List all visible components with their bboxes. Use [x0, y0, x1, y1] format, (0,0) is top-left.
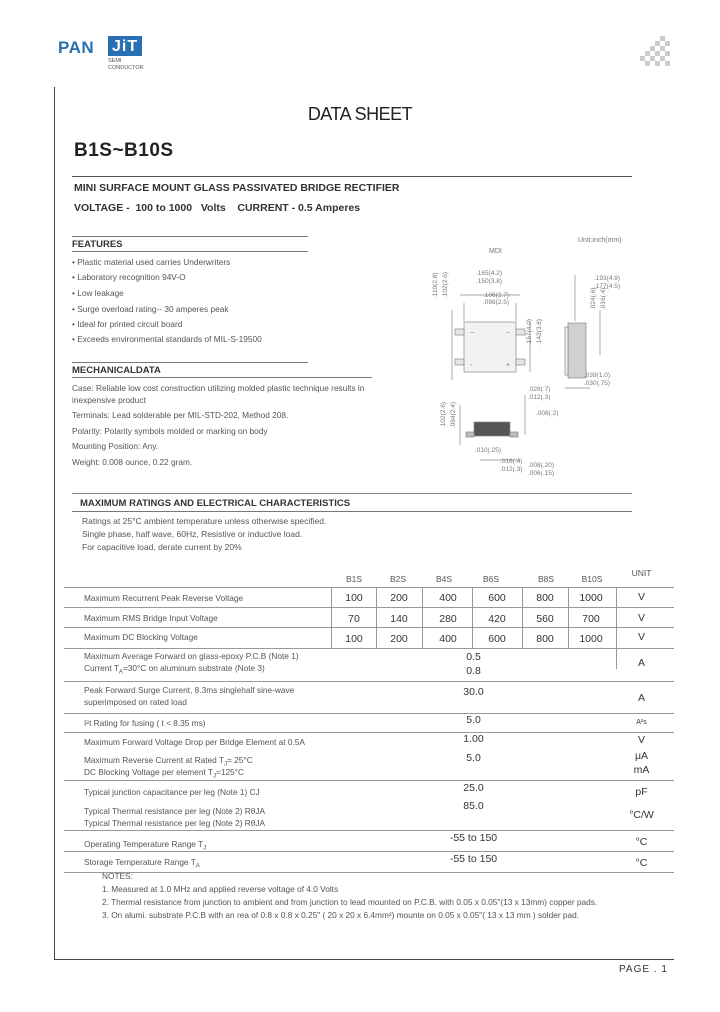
- svg-text:~: ~: [506, 330, 511, 337]
- title-divider: [72, 176, 632, 177]
- feature-item: • Low leakage: [72, 288, 124, 298]
- param-text: =30°C on aluminum substrate (Note 3): [122, 663, 265, 673]
- mechanical-line: Weight: 0.008 ounce, 0.22 gram.: [72, 457, 193, 467]
- param-subscript: J: [212, 773, 216, 780]
- mechanical-line: Terminals: Lead solderable per MIL-STD-202, Method 208.: [72, 410, 289, 420]
- param-subscript: A: [118, 669, 123, 676]
- unit-header: UNIT: [631, 568, 652, 578]
- table-row: [64, 648, 674, 681]
- param-name: Maximum RMS Bridge Input Voltage: [84, 613, 218, 623]
- param-name: [84, 755, 253, 768]
- diagram-package-label: MDI: [489, 248, 502, 255]
- dim-label: .102(2.6): [440, 401, 447, 428]
- note-item: 3. On alumi. substrate P.C.B with an rea of 0.8 x 0.8 x 0.25" ( 20 x 20 x 6.4mm²) mounte on 0.05 x 0.05"( 13 x 13 mm ) solder pad.: [102, 910, 580, 920]
- svg-text:~: ~: [470, 330, 475, 337]
- logo-conductor: CONDUCTOR: [108, 65, 144, 71]
- unit-cell: A²s: [636, 719, 647, 726]
- svg-text:+: +: [506, 362, 511, 369]
- value-cell: 0.5: [466, 651, 481, 663]
- value-cell: 800: [536, 592, 554, 604]
- param-name: Maximum DC Blocking Voltage: [84, 632, 198, 642]
- column-header: B10S: [581, 574, 603, 584]
- dim-label: .102(2.6): [442, 271, 449, 298]
- column-header: B4S: [435, 574, 453, 584]
- param-name: Typical junction capacitance per leg (Note 1) CJ: [84, 787, 260, 797]
- document-title: DATA SHEET: [307, 104, 413, 124]
- mechanical-rule: [72, 362, 308, 363]
- dim-label: .016(.4): [600, 287, 607, 310]
- mechanical-heading: MECHANICALDATA: [72, 365, 161, 376]
- param-name: [84, 839, 206, 852]
- unit-cell: A: [637, 657, 645, 669]
- unit-cell: pF: [635, 786, 648, 798]
- page-frame-left: [54, 87, 55, 960]
- value-cell: 280: [439, 613, 457, 625]
- features-heading: FEATURES: [72, 239, 123, 250]
- param-name-line2: [84, 663, 265, 676]
- value-cell: 400: [439, 592, 457, 604]
- param-text: =125°C: [215, 767, 244, 777]
- note-item: 2. Thermal resistance from junction to ambient and from junction to lead mounted on P.C.B. with 0.05 x 0.05"(13 x 13mm) copper pads.: [102, 897, 598, 907]
- page-frame-bottom: [54, 959, 674, 960]
- param-name: [84, 857, 200, 870]
- dim-label: .106(2.7): [483, 292, 510, 299]
- feature-item: • Laboratory recognition 94V-O: [72, 272, 186, 282]
- voltage-current-ratings: VOLTAGE - 100 to 1000 Volts CURRENT - 0.5 Amperes: [74, 202, 361, 214]
- value-cell: -55 to 150: [449, 832, 498, 844]
- mechanical-line: inexpensive product: [72, 395, 146, 405]
- param-name: Maximum Recurrent Peak Reverse Voltage: [84, 593, 244, 603]
- value-cell: 70: [348, 613, 360, 625]
- dim-label: .157(4.0): [526, 318, 533, 345]
- features-rule: [72, 236, 308, 237]
- ratings-table: [64, 568, 674, 873]
- dim-label: .193(4.9): [594, 275, 621, 282]
- value-cell: 1000: [579, 592, 603, 604]
- value-cell: 25.0: [463, 782, 484, 794]
- param-name-line2: superimposed on rated load: [84, 697, 187, 707]
- max-ratings-heading: MAXIMUM RATINGS AND ELECTRICAL CHARACTERISTICS: [80, 498, 351, 509]
- param-name: I²t Rating for fusing ( t < 8.35 ms): [84, 718, 206, 728]
- param-name: Maximum Forward Voltage Drop per Bridge Element at 0.5A: [84, 737, 305, 747]
- part-number: B1S~B10S: [74, 140, 174, 161]
- dim-label: .008(.2): [536, 410, 559, 417]
- notes-heading: NOTES:: [102, 871, 133, 881]
- mechanical-line: Polarity: Polarity symbols molded or marking on body: [72, 426, 268, 436]
- param-subscript: J: [203, 845, 207, 852]
- company-logo: [58, 36, 158, 76]
- dim-label: .016(.4): [500, 458, 523, 465]
- value-cell: 1000: [579, 633, 603, 645]
- column-header: B2S: [389, 574, 407, 584]
- param-name: Typical Thermal resistance per leg (Note 2) RθJA: [84, 818, 266, 828]
- dim-label: .008(.20): [528, 462, 555, 469]
- dim-label: .012(.3): [528, 394, 551, 401]
- page-number: PAGE . 1: [619, 964, 668, 975]
- table-row: [64, 627, 674, 648]
- dim-label: .098(2.5): [483, 299, 510, 306]
- unit-cell: °C/W: [629, 809, 654, 821]
- unit-cell: V: [637, 591, 645, 603]
- logo-jit: JiT: [108, 36, 142, 56]
- value-cell: 600: [488, 592, 506, 604]
- logo-subtitle: [108, 58, 144, 72]
- table-row: [64, 587, 674, 607]
- value-cell: 400: [439, 633, 457, 645]
- value-cell: 140: [390, 613, 408, 625]
- dim-label: .024(.6): [590, 287, 597, 310]
- feature-item: • Surge overload rating-- 30 amperes peak: [72, 304, 229, 314]
- unit-cell: μA: [634, 750, 649, 762]
- column-header: B8S: [537, 574, 555, 584]
- dim-label: .012(.3): [500, 466, 523, 473]
- unit-cell: °C: [635, 857, 648, 869]
- table-row: [64, 713, 674, 732]
- dim-label: .010(.25): [475, 447, 502, 454]
- unit-cell: mA: [633, 764, 650, 776]
- table-row: [64, 607, 674, 627]
- param-text: Current T: [84, 663, 119, 673]
- feature-item: • Exceeds environmental standards of MIL-S-19500: [72, 334, 262, 344]
- param-name-line2: [84, 767, 244, 780]
- value-cell: -55 to 150: [449, 853, 498, 865]
- condition-line: Single phase, half wave, 60Hz, Resistive or inductive load.: [82, 529, 303, 539]
- logo-semi: SEMI: [108, 58, 122, 64]
- mechanical-rule-bottom: [72, 377, 372, 378]
- param-name: Maximum Average Forward on glass-epoxy P.C.B (Note 1): [84, 651, 299, 661]
- dim-label: .028(.7): [528, 386, 551, 393]
- feature-item: • Plastic material used carries Underwriters: [72, 257, 231, 267]
- value-cell: 100: [345, 592, 363, 604]
- param-subscript: A: [195, 863, 200, 870]
- dim-label: .165(4.2): [476, 270, 503, 277]
- column-header: B1S: [345, 574, 363, 584]
- param-name: Peak Forward Surge Current, 8.3ms singlehalf sine-wave: [84, 685, 295, 695]
- value-cell: 5.0: [466, 752, 481, 764]
- param-name: Typical Thermal resistance per leg (Note 2) RθJA: [84, 806, 266, 816]
- value-cell: 200: [390, 633, 408, 645]
- table-row: [64, 681, 674, 713]
- unit-cell: V: [637, 612, 645, 624]
- table-row: [64, 780, 674, 830]
- value-cell: 800: [536, 633, 554, 645]
- features-rule-bottom: [72, 251, 308, 252]
- logo-pan: PAN: [58, 38, 95, 57]
- param-text: DC Blocking Voltage per element T: [84, 767, 213, 777]
- svg-text:-: -: [470, 362, 473, 369]
- dim-label: .110(2.8): [432, 272, 439, 298]
- mechanical-line: Case: Reliable low cost construction utilizing molded plastic technique results in: [72, 383, 365, 393]
- condition-line: Ratings at 25°C ambient temperature unless otherwise specified.: [82, 516, 327, 526]
- table-row: [64, 830, 674, 851]
- dim-label: .006(.15): [528, 470, 555, 477]
- value-cell: 0.8: [466, 665, 481, 677]
- unit-cell: °C: [635, 836, 648, 848]
- value-cell: 560: [536, 613, 554, 625]
- param-text: Operating Temperature Range T: [84, 839, 204, 849]
- dim-label: .177(4.5): [594, 283, 621, 290]
- feature-item: • Ideal for printed circuit board: [72, 319, 183, 329]
- value-cell: 600: [488, 633, 506, 645]
- param-text: = 25°C: [227, 755, 253, 765]
- value-cell: 5.0: [466, 714, 481, 726]
- dim-label: .150(3.8): [476, 278, 503, 285]
- value-cell: 200: [390, 592, 408, 604]
- dim-label: .142(3.6): [536, 318, 543, 345]
- condition-line: For capacitive load, derate current by 20%: [82, 542, 242, 552]
- param-text: Maximum Reverse Current at Rated T: [84, 755, 225, 765]
- column-header: B6S: [482, 574, 500, 584]
- diagram-unit-label: Unit:inch(mm): [578, 237, 622, 244]
- dim-label: .039(1.0): [584, 372, 611, 379]
- param-subscript: J: [224, 761, 228, 768]
- value-cell: 700: [582, 613, 600, 625]
- unit-cell: V: [637, 631, 645, 643]
- table-row: [64, 732, 674, 780]
- mechanical-line: Mounting Position: Any.: [72, 441, 159, 451]
- mechanical-case: [72, 382, 382, 406]
- checker-decoration: [640, 36, 670, 66]
- value-cell: 100: [345, 633, 363, 645]
- dim-label: .094(2.4): [450, 401, 457, 428]
- unit-cell: A: [637, 692, 645, 704]
- table-row: [64, 851, 674, 873]
- value-cell: 85.0: [463, 800, 484, 812]
- product-subtitle: MINI SURFACE MOUNT GLASS PASSIVATED BRIDGE RECTIFIER: [74, 182, 400, 194]
- note-item: 1. Measured at 1.0 MHz and applied reverse voltage of 4.0 Volts: [102, 884, 339, 894]
- max-ratings-rule-bottom: [72, 511, 632, 512]
- value-cell: 30.0: [463, 686, 484, 698]
- param-text: Storage Temperature Range T: [84, 857, 196, 867]
- unit-cell: V: [637, 734, 645, 746]
- value-cell: 1.00: [463, 733, 484, 745]
- dim-label: .030(.75): [584, 380, 611, 387]
- value-cell: 420: [488, 613, 506, 625]
